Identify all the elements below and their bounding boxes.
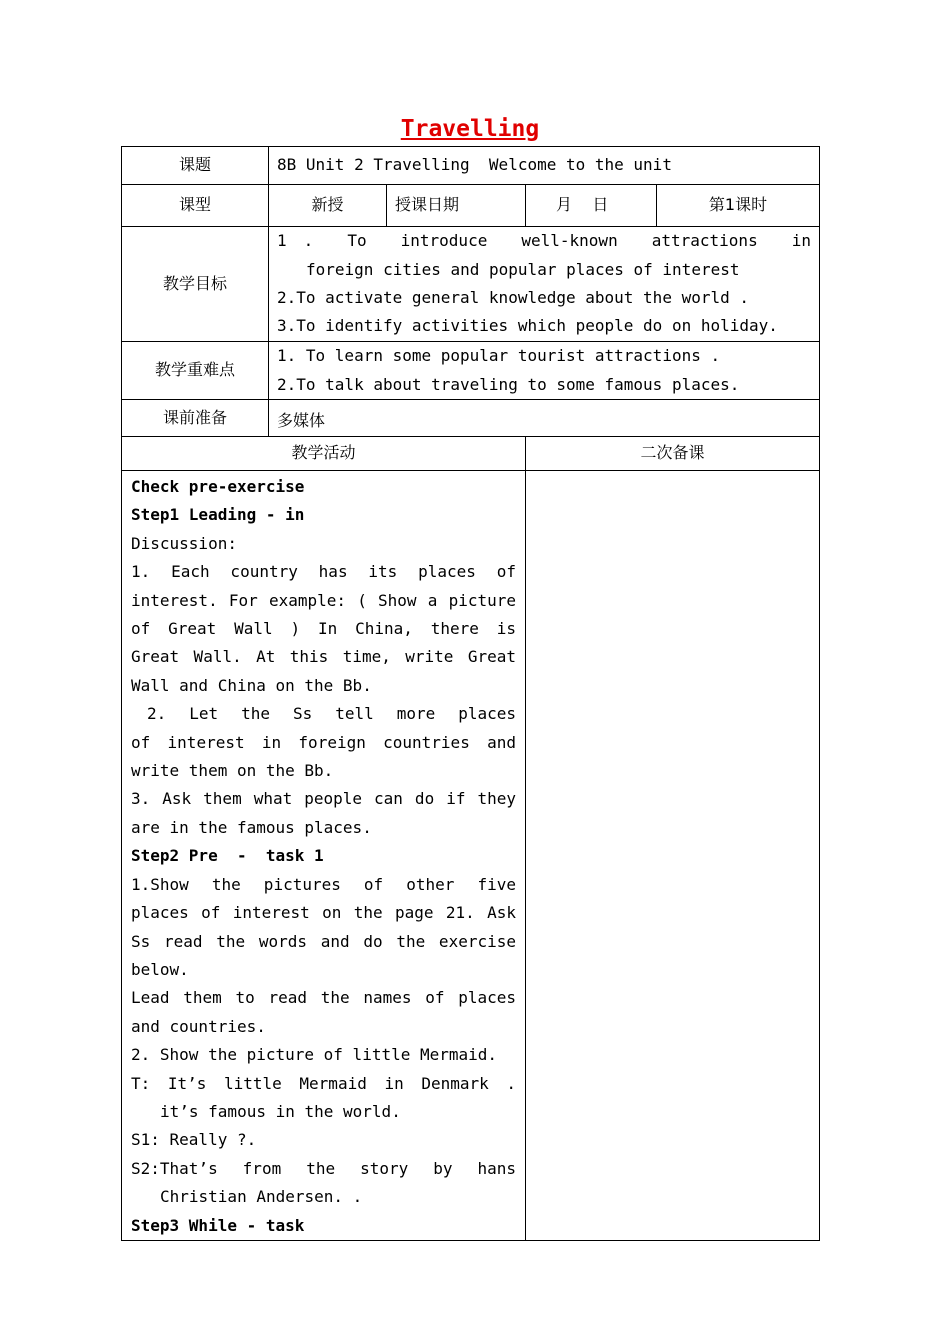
discussion-item-2: 2. Let the Ss tell more places of interest in foreign countries and write them on the Bb. [131,704,536,781]
topic-label: 课题 [122,147,269,185]
prep-value: 多媒体 [269,400,820,437]
objectives-row [122,227,820,342]
activities-left-header: 教学活动 [122,437,526,471]
key-points-cell [269,342,820,400]
activities-right-header: 二次备课 [526,437,820,471]
objectives-cell [269,227,831,342]
objective-3: 3.To identify activities which people do on holiday. [277,316,778,336]
step3-heading: Step3 While - task [131,1215,305,1235]
discussion-label: Discussion: [131,533,237,553]
step2-item-1: 1.Show the pictures of other five places of interest on the page 21. Ask Ss read the words and do the exercise below. [131,874,516,979]
activities-header-row [122,437,820,471]
objective-1: 1 . To introduce well-known attractions in foreign cities and popular places of interest [277,231,831,279]
key-points-row [122,342,820,400]
key-point-1: 1. To learn some popular tourist attractions . [277,346,721,366]
key-points-label: 教学重难点 [122,342,269,400]
step2-lead-line: Lead them to read the names of places and countries. [131,988,516,1036]
prep-label: 课前准备 [122,400,269,437]
topic-row [122,147,820,185]
dialogue-s1: S1: Really ?. [131,1130,257,1150]
dialogue-teacher: T: It’s little Mermaid in Denmark . it’s famous in the world. [131,1073,516,1121]
second-preparation-cell [526,471,820,1241]
step2-item-2: 2. Show the picture of little Mermaid. [131,1045,498,1065]
document-title: Travelling [400,116,540,142]
type-row [122,185,820,227]
dialogue-s2: S2:That’s from the story by hans Christian Andersen. . [131,1158,526,1207]
lesson-plan-table [121,146,831,1241]
period-value: 第1课时 [657,185,820,227]
check-pre-exercise: Check pre-exercise [131,477,305,496]
date-value: 月 日 [526,185,657,227]
key-point-2: 2.To talk about traveling to some famous places. [277,374,740,394]
date-label: 授课日期 [387,185,526,227]
type-label: 课型 [122,185,269,227]
prep-row [122,400,820,437]
discussion-item-3: 3. Ask them what people can do if they are in the famous places. [131,789,516,837]
topic-value: 8B Unit 2 Travelling Welcome to the unit [269,147,820,185]
step2-heading: Step2 Pre - task 1 [131,846,324,866]
type-value: 新授 [269,185,387,227]
discussion-item-1: 1. Each country has its places of interest. For example: ( Show a picture of Great Wall ) In China, there is Great Wall. At this time, write Great Wall and China on the Bb. [131,562,526,695]
activities-content [122,471,536,1241]
objective-2: 2.To activate general knowledge about the world . [277,288,750,307]
activities-body-row [122,471,820,1241]
step1-heading: Step1 Leading - in [131,505,305,525]
objectives-label: 教学目标 [122,227,269,342]
